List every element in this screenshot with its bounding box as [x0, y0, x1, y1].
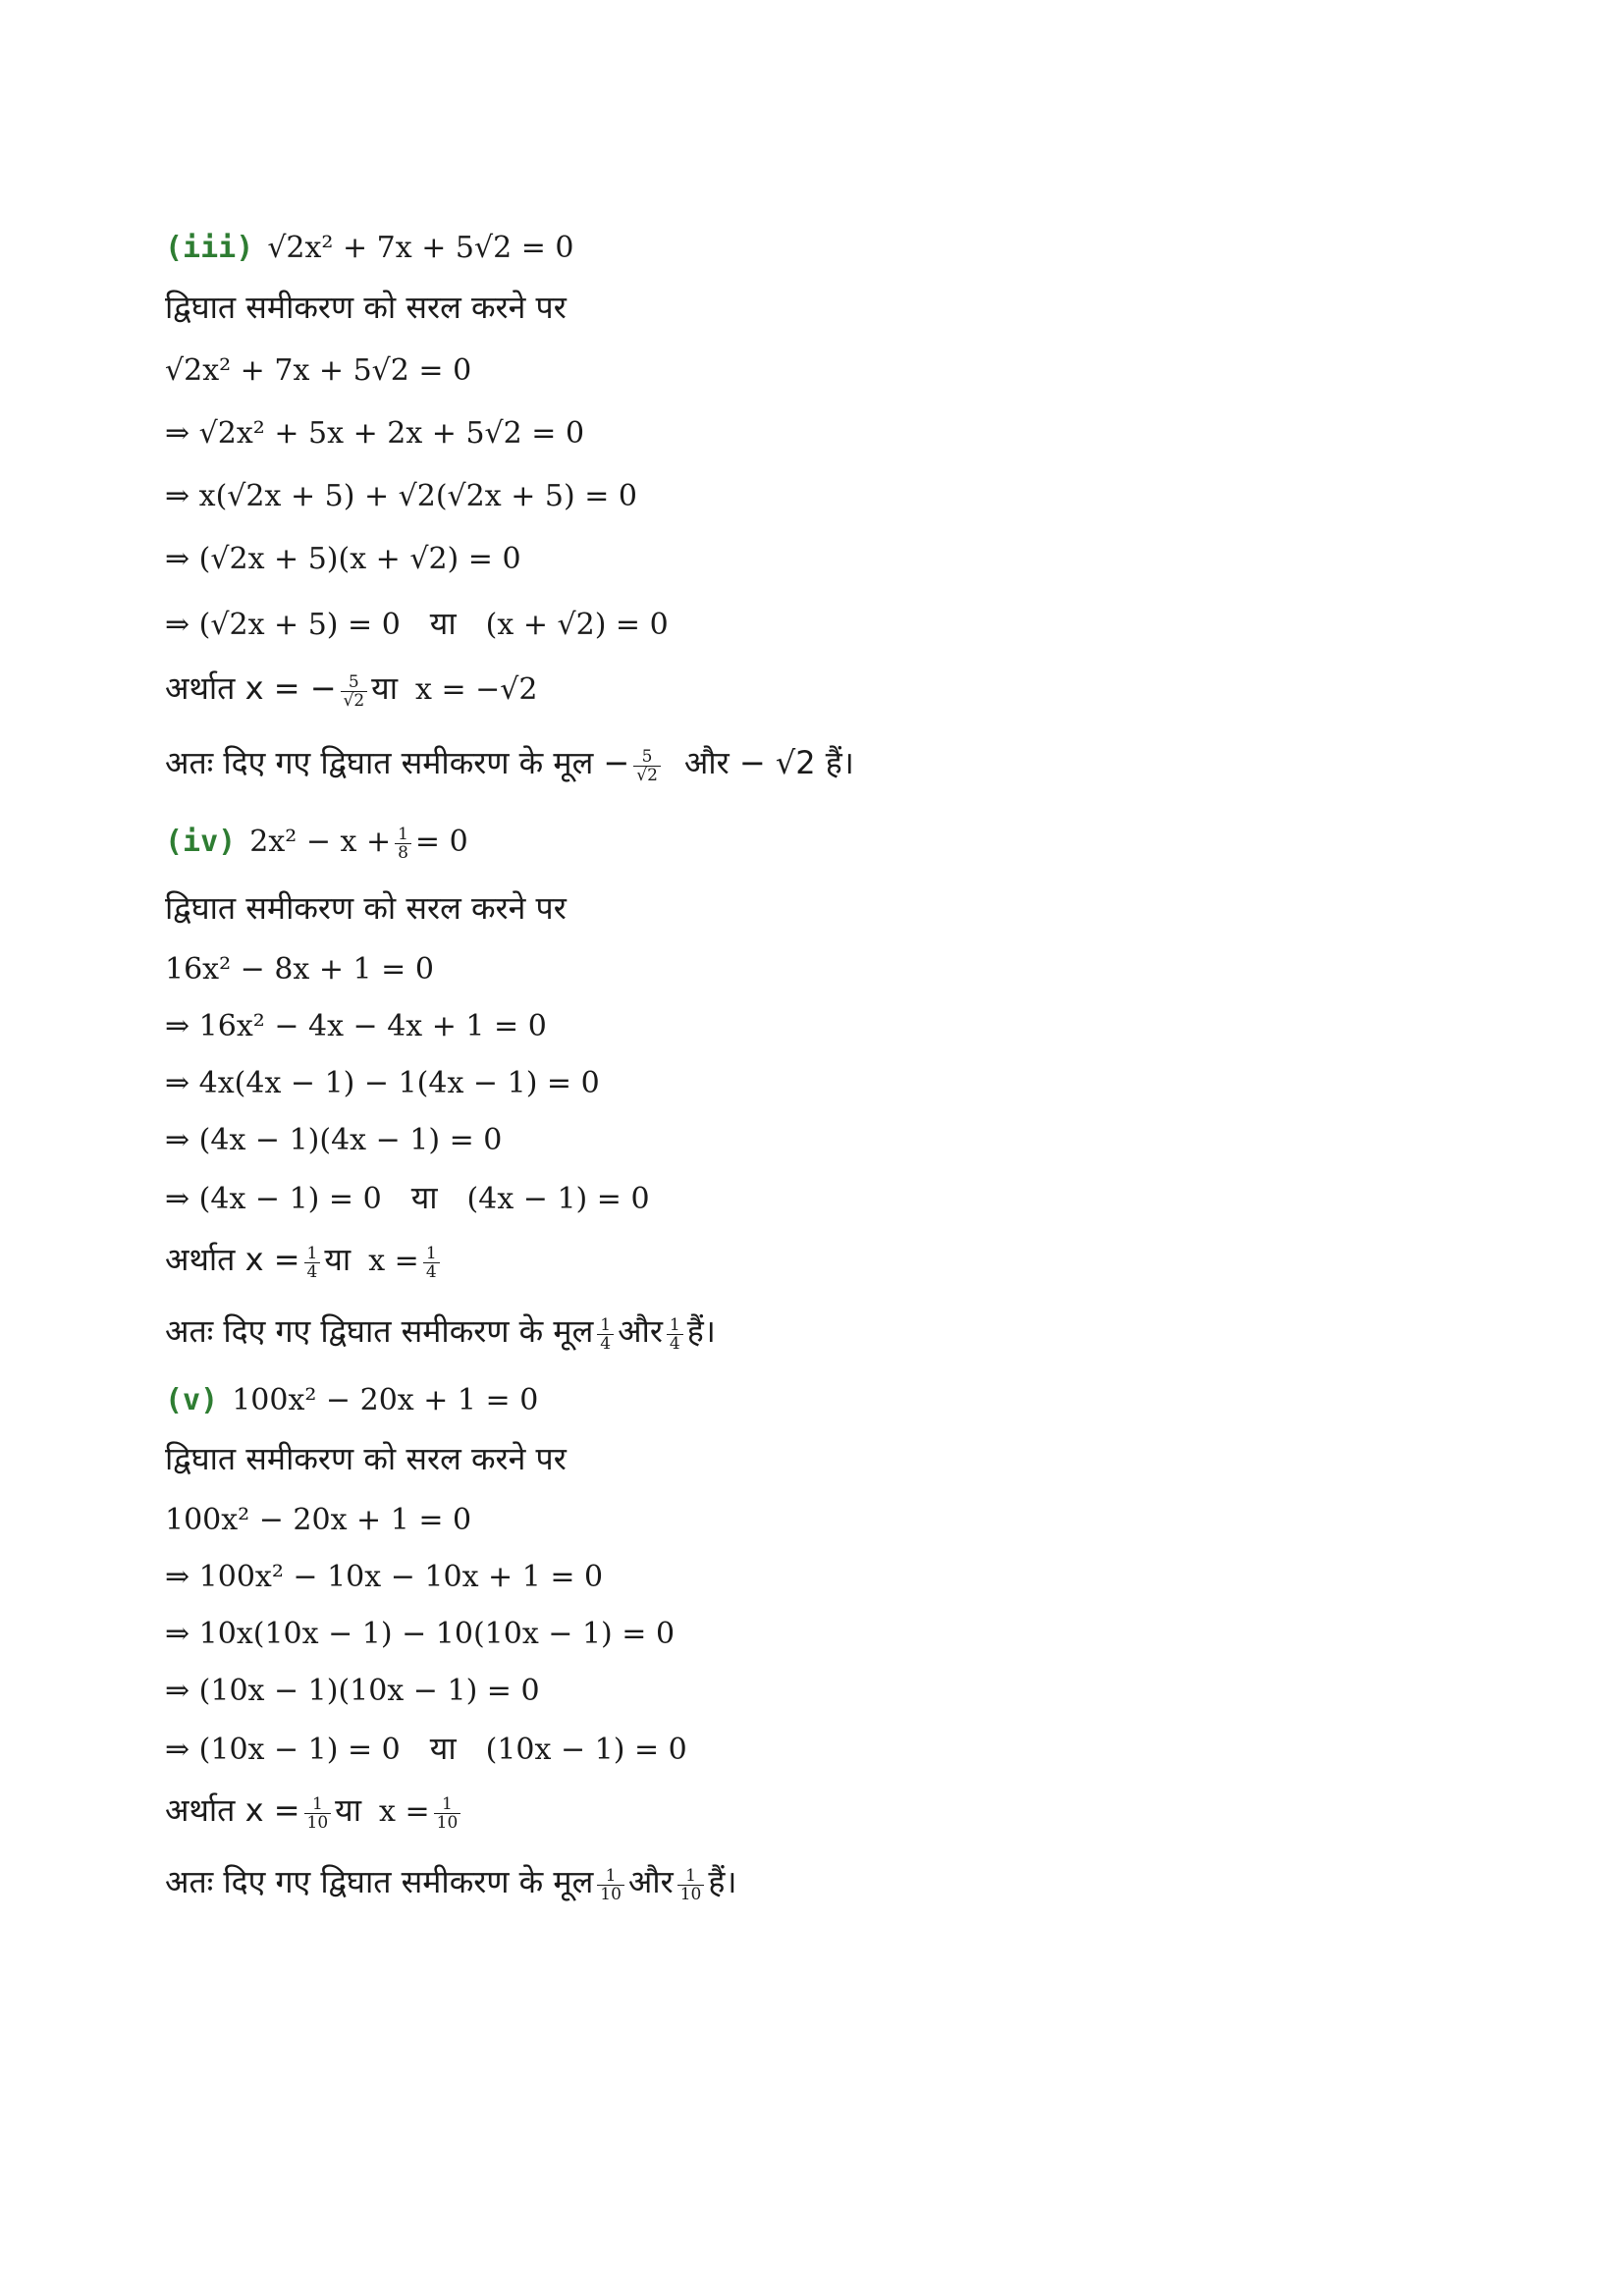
part-v-intro: द्विघात समीकरण को सरल करने पर — [165, 1440, 567, 1477]
part-iii-factor-a: ⇒ (√2x + 5) = 0 — [165, 608, 401, 642]
part-iii-connector: या — [429, 605, 457, 642]
part-iii-conclusion-suffix: और − √2 हैं। — [683, 744, 854, 781]
part-iv-result-fraction: $\frac{1}{4}$ — [304, 1245, 321, 1281]
part-v-result-fraction: $\frac{1}{10}$ — [304, 1795, 332, 1832]
part-iv-result — [165, 1240, 444, 1281]
part-v-equation: 100x² − 20x + 1 = 0 — [232, 1383, 539, 1417]
part-iv-result-second-fraction: $\frac{1}{4}$ — [423, 1245, 440, 1281]
part-iv-step-3: ⇒ 4x(4x − 1) − 1(4x − 1) = 0 — [165, 1066, 600, 1100]
part-iv-conclusion-prefix: अतः दिए गए द्विघात समीकरण के मूल — [165, 1312, 594, 1350]
part-v-result-connector: या — [335, 1791, 362, 1829]
part-iii-heading — [165, 229, 573, 268]
part-iv-intro: द्विघात समीकरण को सरल करने पर — [165, 889, 567, 927]
part-iii-step-1: √2x² + 7x + 5√2 = 0 — [165, 353, 472, 388]
part-iv-conclusion-fraction-2: $\frac{1}{4}$ — [667, 1316, 683, 1353]
part-iv-step-2: ⇒ 16x² − 4x − 4x + 1 = 0 — [165, 1009, 547, 1043]
part-iv-step-1: 16x² − 8x + 1 = 0 — [165, 952, 434, 987]
part-v-conclusion-fraction-2: $\frac{1}{10}$ — [677, 1867, 705, 1903]
part-iv-result-second-prefix: x = — [368, 1244, 419, 1278]
part-v-result-prefix: अर्थात x = — [165, 1791, 300, 1829]
part-iii-label: (iii) — [165, 231, 254, 265]
part-iv-connector: या — [410, 1179, 438, 1216]
part-v-step-4: ⇒ (10x − 1)(10x − 1) = 0 — [165, 1674, 540, 1708]
part-iii-conclusion — [165, 743, 854, 784]
part-v-heading — [165, 1381, 538, 1420]
part-iii-step-3: ⇒ x(√2x + 5) + √2(√2x + 5) = 0 — [165, 479, 637, 513]
part-iv-and-word: और — [618, 1312, 663, 1350]
part-iii-equation: √2x² + 7x + 5√2 = 0 — [267, 231, 574, 265]
part-iii-result-connector: या — [371, 669, 399, 707]
part-v-factor-a: ⇒ (10x − 1) = 0 — [165, 1733, 401, 1767]
part-iv-equation-fraction: $\frac{1}{8}$ — [395, 826, 411, 862]
part-v-conclusion-prefix: अतः दिए गए द्विघात समीकरण के मूल — [165, 1863, 594, 1900]
part-iv-label: (iv) — [165, 825, 237, 859]
part-v-result-second-fraction: $\frac{1}{10}$ — [434, 1795, 461, 1832]
part-iv-factor-b: (4x − 1) = 0 — [466, 1182, 650, 1216]
part-iii-result — [165, 668, 538, 710]
part-v-factor-b: (10x − 1) = 0 — [485, 1733, 687, 1767]
part-iii-conclusion-prefix: अतः दिए गए द्विघात समीकरण के मूल − — [165, 744, 630, 781]
part-v-step-2: ⇒ 100x² − 10x − 10x + 1 = 0 — [165, 1560, 604, 1594]
part-iv-factor-a: ⇒ (4x − 1) = 0 — [165, 1182, 382, 1216]
part-v-step-1: 100x² − 20x + 1 = 0 — [165, 1503, 472, 1537]
part-iii-step-4: ⇒ (√2x + 5)(x + √2) = 0 — [165, 542, 521, 576]
part-v-and-word: और — [627, 1863, 674, 1900]
part-iii-result-fraction: $\frac{5}{√2}$ — [341, 673, 368, 710]
part-iii-factor-b: (x + √2) = 0 — [485, 608, 669, 642]
part-iv-result-connector: या — [324, 1241, 352, 1278]
part-v-factors — [165, 1729, 687, 1770]
part-v-connector: या — [429, 1730, 457, 1767]
part-v-result-second-prefix: x = — [379, 1794, 430, 1829]
part-iv-equation-prefix: 2x² − x + — [249, 825, 392, 859]
part-iv-heading — [165, 823, 468, 862]
part-v-conclusion — [165, 1862, 737, 1903]
part-iv-conclusion-fraction-1: $\frac{1}{4}$ — [597, 1316, 614, 1353]
part-iv-step-4: ⇒ (4x − 1)(4x − 1) = 0 — [165, 1123, 503, 1157]
part-iii-result-prefix: अर्थात x = − — [165, 669, 337, 707]
part-iii-step-2: ⇒ √2x² + 5x + 2x + 5√2 = 0 — [165, 416, 585, 451]
part-v-conclusion-fraction-1: $\frac{1}{10}$ — [597, 1867, 624, 1903]
part-iv-result-prefix: अर्थात x = — [165, 1241, 300, 1278]
part-iii-intro: द्विघात समीकरण को सरल करने पर — [165, 289, 567, 326]
part-iii-result-second: x = −√2 — [415, 672, 538, 707]
part-iii-factors — [165, 604, 669, 645]
part-iv-factors — [165, 1178, 650, 1219]
part-v-conclusion-suffix: हैं। — [708, 1863, 737, 1900]
part-iii-conclusion-fraction: $\frac{5}{√2}$ — [633, 748, 661, 784]
part-iv-conclusion-suffix: हैं। — [686, 1312, 716, 1350]
part-v-step-3: ⇒ 10x(10x − 1) − 10(10x − 1) = 0 — [165, 1617, 676, 1651]
part-iv-equation-suffix: = 0 — [414, 825, 468, 859]
part-iv-conclusion — [165, 1311, 716, 1353]
part-v-label: (v) — [165, 1383, 219, 1417]
part-v-result — [165, 1790, 464, 1832]
